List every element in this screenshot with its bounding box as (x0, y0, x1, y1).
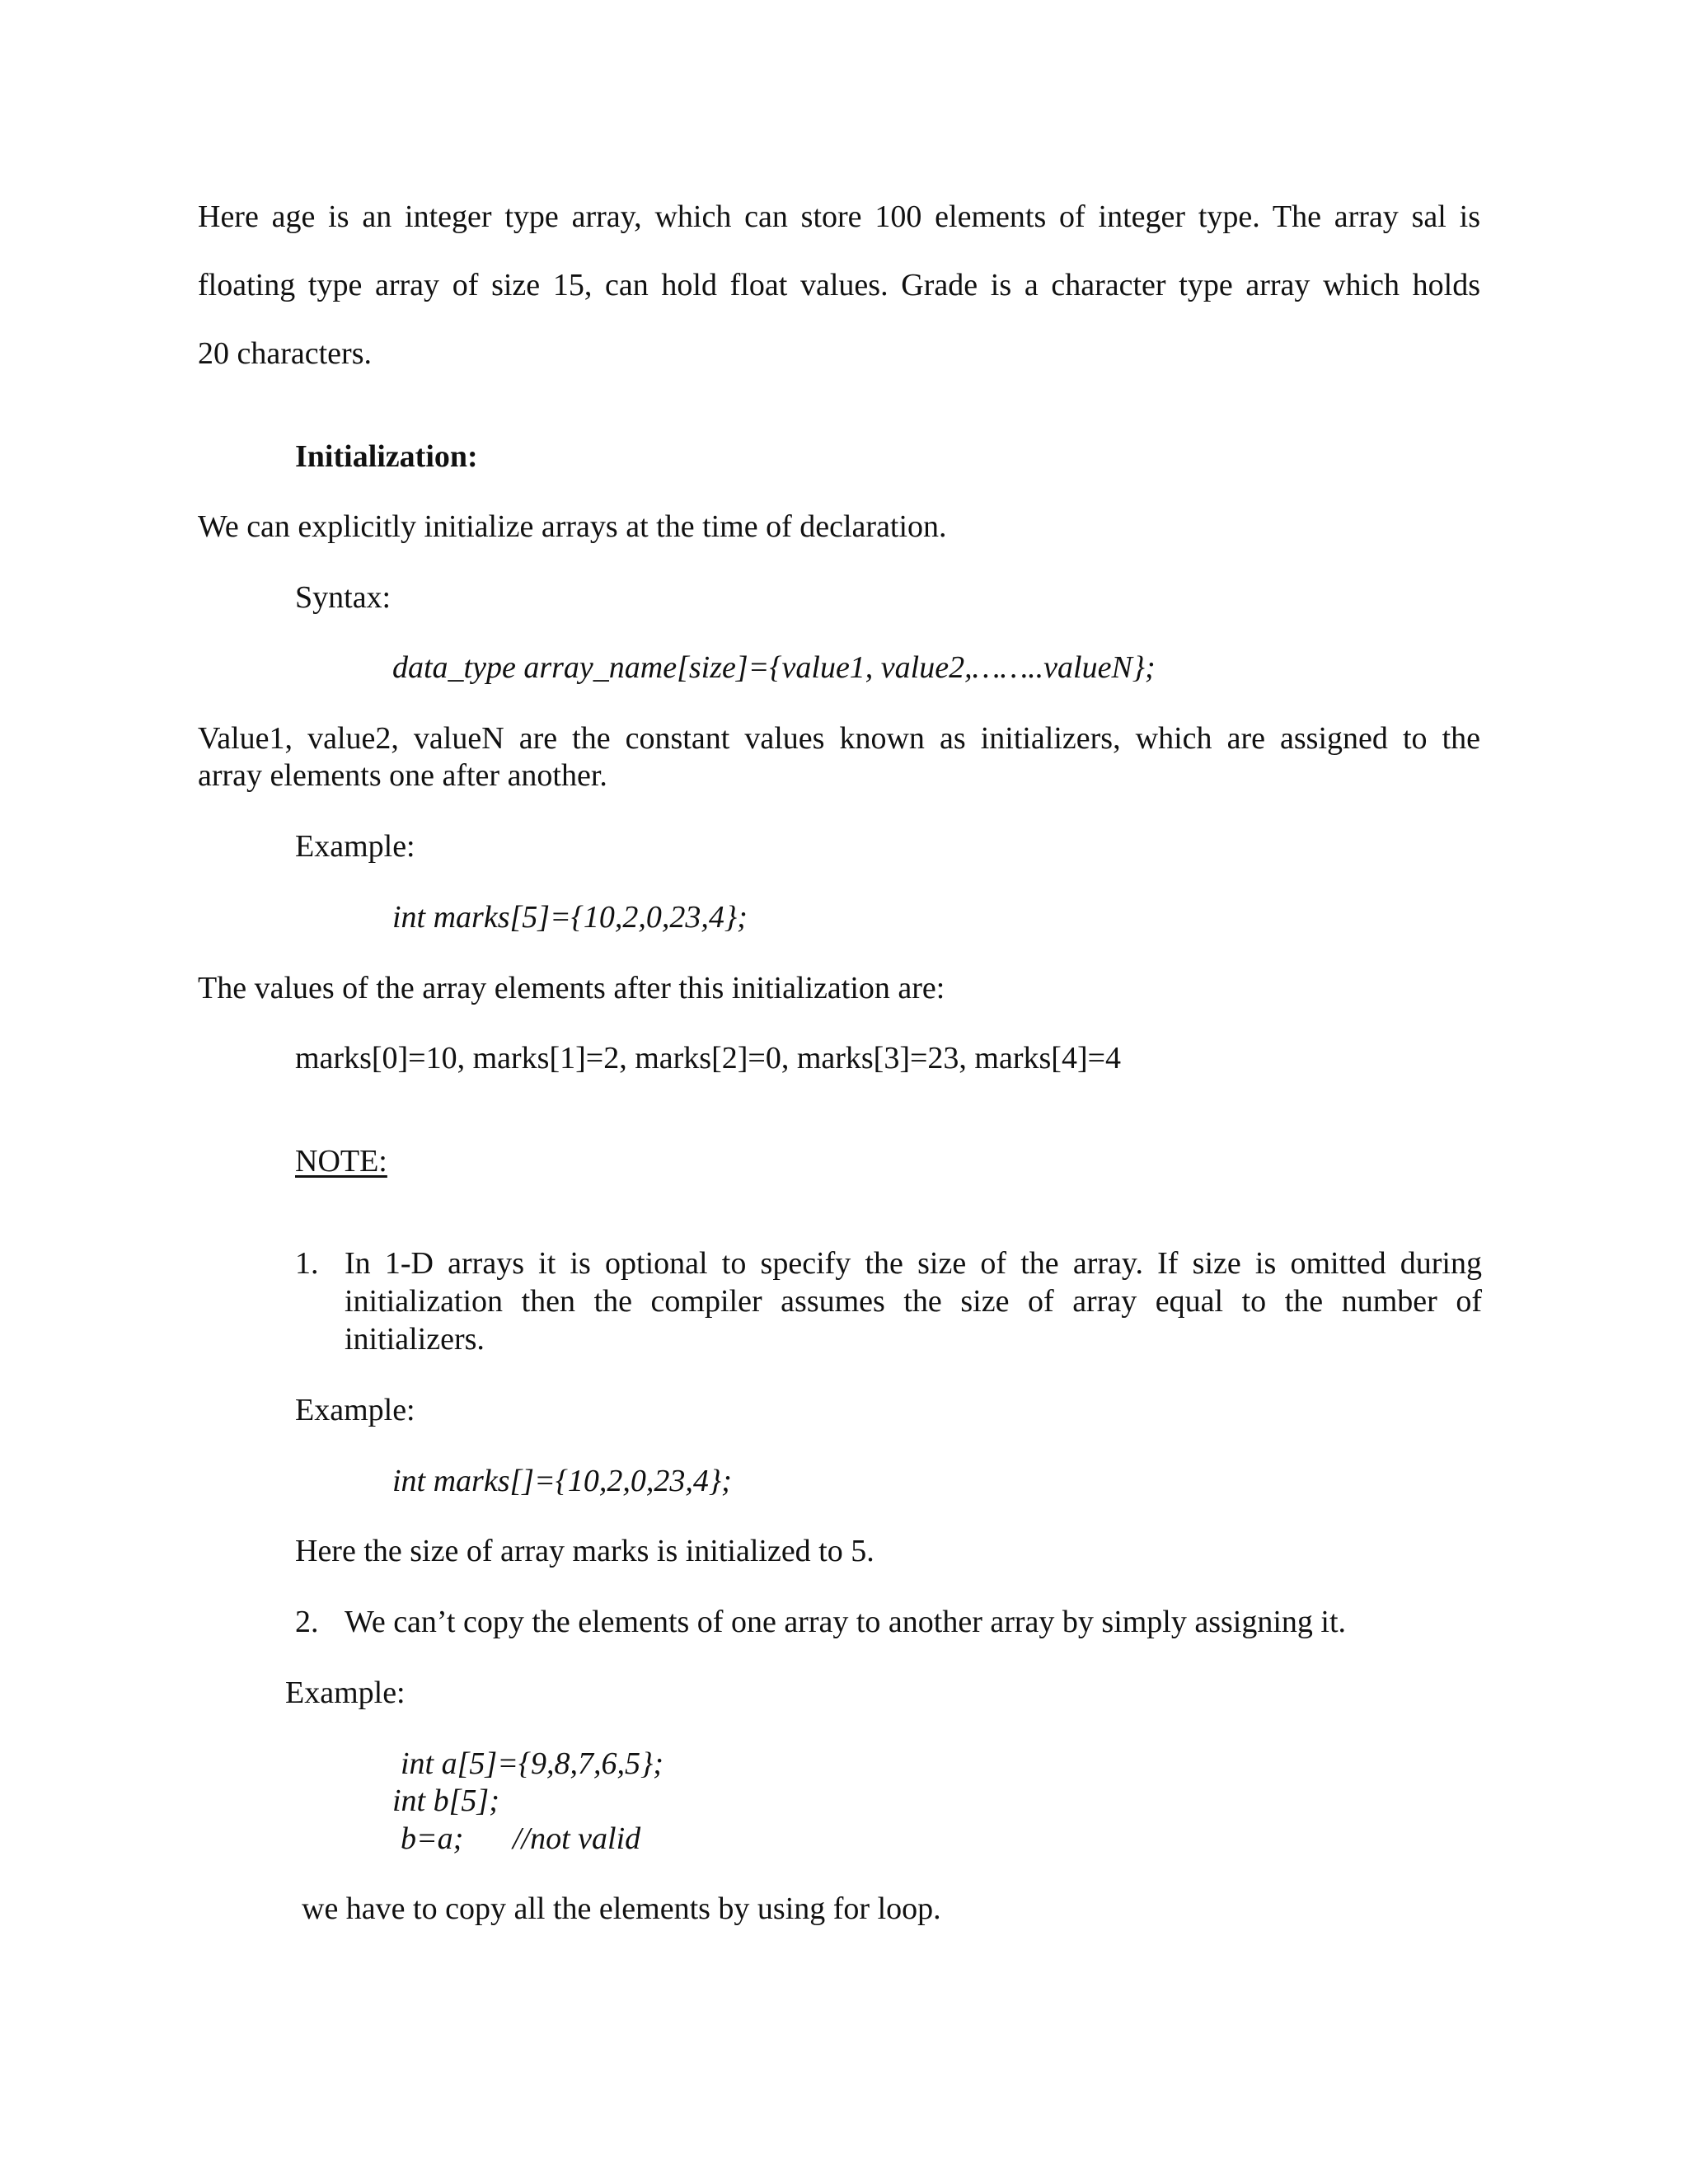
note-item-2-number: 2. (295, 1605, 319, 1639)
note-item-1-number: 1. (295, 1246, 319, 1281)
explanation-line-2: array elements one after another. (198, 758, 607, 793)
code-line-2: int b[5]; (392, 1783, 499, 1818)
note-item-2-example-label: Example: (285, 1675, 406, 1710)
values-list: marks[0]=10, marks[1]=2, marks[2]=0, marks[3]=23, marks[4]=4 (295, 1041, 1122, 1076)
note-item-1-line-3: initializers. (345, 1322, 485, 1357)
example-label: Example: (295, 829, 415, 864)
code-line-3-comment: //not valid (513, 1821, 641, 1856)
initialization-intro: We can explicitly initialize arrays at the time of declaration. (198, 509, 947, 544)
intro-line-2: floating type array of size 15, can hold float values. Grade is a character type array which holds (198, 268, 1480, 302)
syntax-code: data_type array_name[size]={value1, value2,……..valueN}; (392, 650, 1156, 685)
note-item-1-text (345, 1244, 1482, 1358)
example-code: int marks[5]={10,2,0,23,4}; (392, 900, 748, 935)
note-item-1-line-1: In 1-D arrays it is optional to specify the size of the array. If size is omitted during (345, 1246, 1482, 1281)
note-item-2-text: We can’t copy the elements of one array to another array by simply assigning it. (345, 1605, 1347, 1639)
intro-line-3: 20 characters. (198, 336, 372, 371)
note-item-1-result: Here the size of array marks is initialized to 5. (295, 1534, 874, 1568)
syntax-label: Syntax: (295, 580, 392, 615)
explanation-line-1: Value1, value2, valueN are the constant values known as initializers, which are assigned to the (198, 721, 1480, 756)
note-heading: NOTE: (295, 1144, 387, 1179)
conclusion-text: we have to copy all the elements by using for loop. (302, 1891, 941, 1926)
intro-line-1: Here age is an integer type array, which can store 100 elements of integer type. The array sal is (198, 199, 1480, 234)
code-line-1: int a[5]={9,8,7,6,5}; (401, 1746, 663, 1781)
values-intro: The values of the array elements after this initialization are: (198, 971, 945, 1005)
note-item-1-line-2: initialization then the compiler assumes the size of array equal to the number of (345, 1284, 1482, 1319)
note-item-1-example-label: Example: (295, 1393, 415, 1427)
note-item-1-example-code: int marks[]={10,2,0,23,4}; (392, 1464, 732, 1498)
section-heading-initialization: Initialization: (295, 439, 478, 474)
code-line-3: b=a; (401, 1821, 464, 1856)
